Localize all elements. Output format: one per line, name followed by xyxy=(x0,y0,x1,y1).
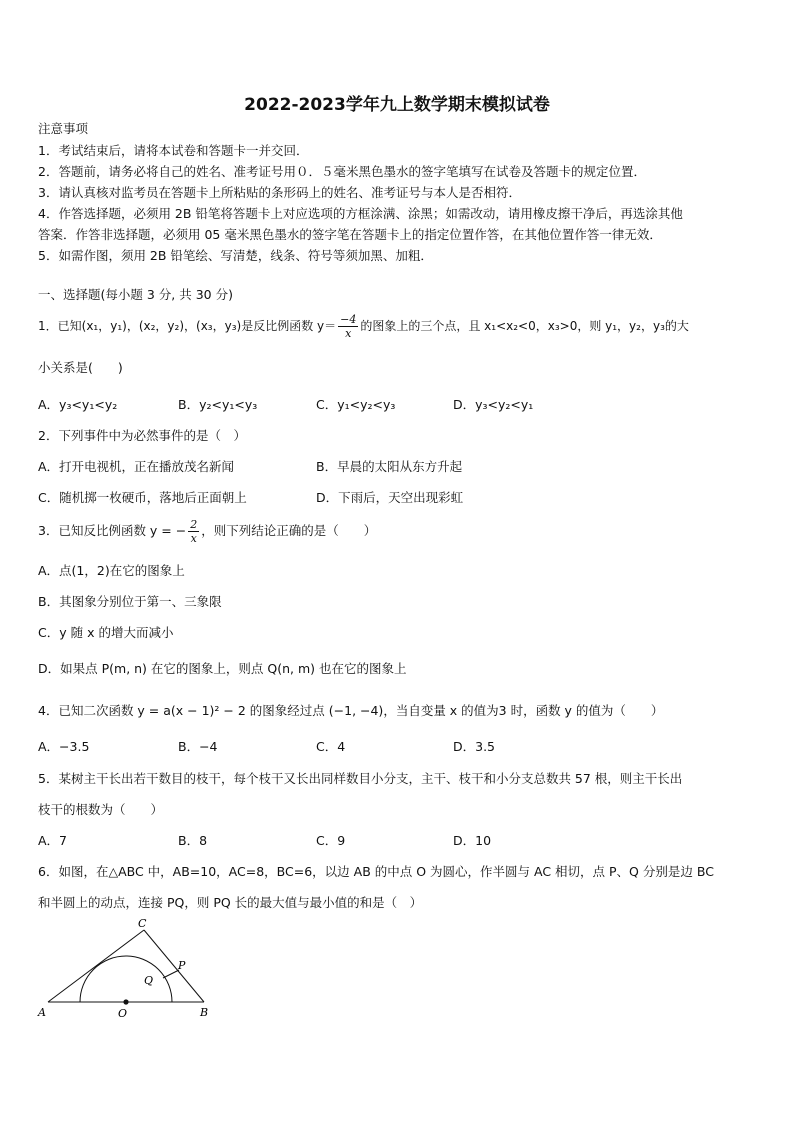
option-a: A．点(1，2)在它的图象上 xyxy=(38,563,185,578)
option-a: A．y₃<y₁<y₂ xyxy=(38,397,118,412)
question-2-stem: 2．下列事件中为必然事件的是（ ） xyxy=(38,428,246,443)
label-q: Q xyxy=(144,974,154,987)
fraction xyxy=(338,313,358,340)
question-1-stem xyxy=(38,313,689,340)
fraction-numerator: −4 xyxy=(340,313,357,326)
label-o: O xyxy=(118,1007,128,1020)
label-a: A xyxy=(38,1006,46,1019)
notice-heading: 注意事项 xyxy=(38,121,89,136)
question-1-cont: 小关系是( ) xyxy=(38,360,123,375)
point-o xyxy=(123,999,128,1004)
option-c: C．9 xyxy=(316,833,346,848)
option-a: A．打开电视机，正在播放茂名新闻 xyxy=(38,459,235,474)
question-6-stem-cont: 和半圆上的动点，连接 PQ，则 PQ 长的最大值与最小值的和是（ ） xyxy=(38,895,423,910)
option-c: C．y₁<y₂<y₃ xyxy=(316,397,396,412)
question-1-text: 的图象上的三个点，且 x₁<x₂<0，x₃>0，则 y₁，y₂，y₃的大 xyxy=(360,319,689,333)
option-b: B．y₂<y₁<y₃ xyxy=(178,397,258,412)
option-b: B．−4 xyxy=(178,739,218,754)
label-c: C xyxy=(138,918,147,930)
question-3-text: 3．已知反比例函数 y = − xyxy=(38,523,187,538)
option-d: D．3.5 xyxy=(453,739,496,754)
triangle-semicircle-figure xyxy=(36,918,226,1023)
notice-item: 2．答题前，请务必将自己的姓名、准考证号用０．５毫米黑色墨水的签字笔填写在试卷及答题卡的规定位置． xyxy=(38,164,646,179)
notice-item: 5．如需作图，须用 2B 铅笔绘、写清楚，线条、符号等须加黑、加粗． xyxy=(38,248,433,263)
label-p: P xyxy=(178,959,186,972)
option-b: B．其图象分别位于第一、三象限 xyxy=(38,594,222,609)
option-d: D．如果点 P(m, n) 在它的图象上，则点 Q(n, m) 也在它的图象上 xyxy=(38,661,407,676)
question-1-text: 1．已知(x₁，y₁)，(x₂，y₂)，(x₃，y₃)是反比例函数 y＝ xyxy=(38,319,337,333)
option-a: A．−3.5 xyxy=(38,739,90,754)
notice-item: 答案．作答非选择题，必须用 05 毫米黑色墨水的签字笔在答题卡上的指定位置作答，在其他位置作答一律无效． xyxy=(38,227,662,242)
option-c: C．4 xyxy=(316,739,346,754)
option-c: C．y 随 x 的增大而减小 xyxy=(38,625,174,640)
question-4-stem: 4．已知二次函数 y = a(x − 1)² − 2 的图象经过点 (−1, −4)，当自变量 x 的值为3 时，函数 y 的值为（ ） xyxy=(38,703,664,718)
fraction-numerator: 2 xyxy=(190,518,198,531)
option-c: C．随机掷一枚硬币，落地后正面朝上 xyxy=(38,490,247,505)
option-a: A．7 xyxy=(38,833,68,848)
question-6-stem: 6．如图，在△ABC 中，AB=10，AC=8，BC=6，以边 AB 的中点 O 为圆心，作半圆与 AC 相切，点 P、Q 分别是边 BC xyxy=(38,864,714,879)
question-5-stem: 5．某树主干长出若干数目的枝干，每个枝干又长出同样数目小分支，主干、枝干和小分支总数共 57 根，则主干长出 xyxy=(38,771,683,786)
segment-pq xyxy=(163,970,179,978)
option-d: D．10 xyxy=(453,833,492,848)
page-title: 2022-2023学年九上数学期末模拟试卷 xyxy=(244,95,550,115)
question-3-stem xyxy=(38,518,376,545)
section-heading: 一、选择题(每小题 3 分, 共 30 分) xyxy=(38,287,233,302)
option-b: B．8 xyxy=(178,833,208,848)
notice-item: 3．请认真核对监考员在答题卡上所粘贴的条形码上的姓名、准考证号与本人是否相符． xyxy=(38,185,521,200)
label-b: B xyxy=(200,1006,209,1019)
option-d: D．y₃<y₂<y₁ xyxy=(453,397,534,412)
question-5-stem-cont: 枝干的根数为（ ） xyxy=(38,802,164,817)
option-b: B．早晨的太阳从东方升起 xyxy=(316,459,463,474)
side-bc xyxy=(144,930,204,1002)
notice-item: 4．作答选择题，必须用 2B 铅笔将答题卡上对应选项的方框涂满、涂黑；如需改动，请用橡皮擦干净后，再选涂其他 xyxy=(38,206,683,221)
option-d: D．下雨后，天空出现彩虹 xyxy=(316,490,464,505)
notice-item: 1．考试结束后，请将本试卷和答题卡一并交回． xyxy=(38,143,309,158)
fraction-denominator: x xyxy=(190,532,197,545)
question-3-text: ，则下列结论正确的是（ ） xyxy=(201,523,377,538)
fraction xyxy=(188,518,199,545)
fraction-denominator: x xyxy=(345,327,352,340)
semicircle xyxy=(80,956,172,1002)
side-ac xyxy=(48,930,144,1002)
